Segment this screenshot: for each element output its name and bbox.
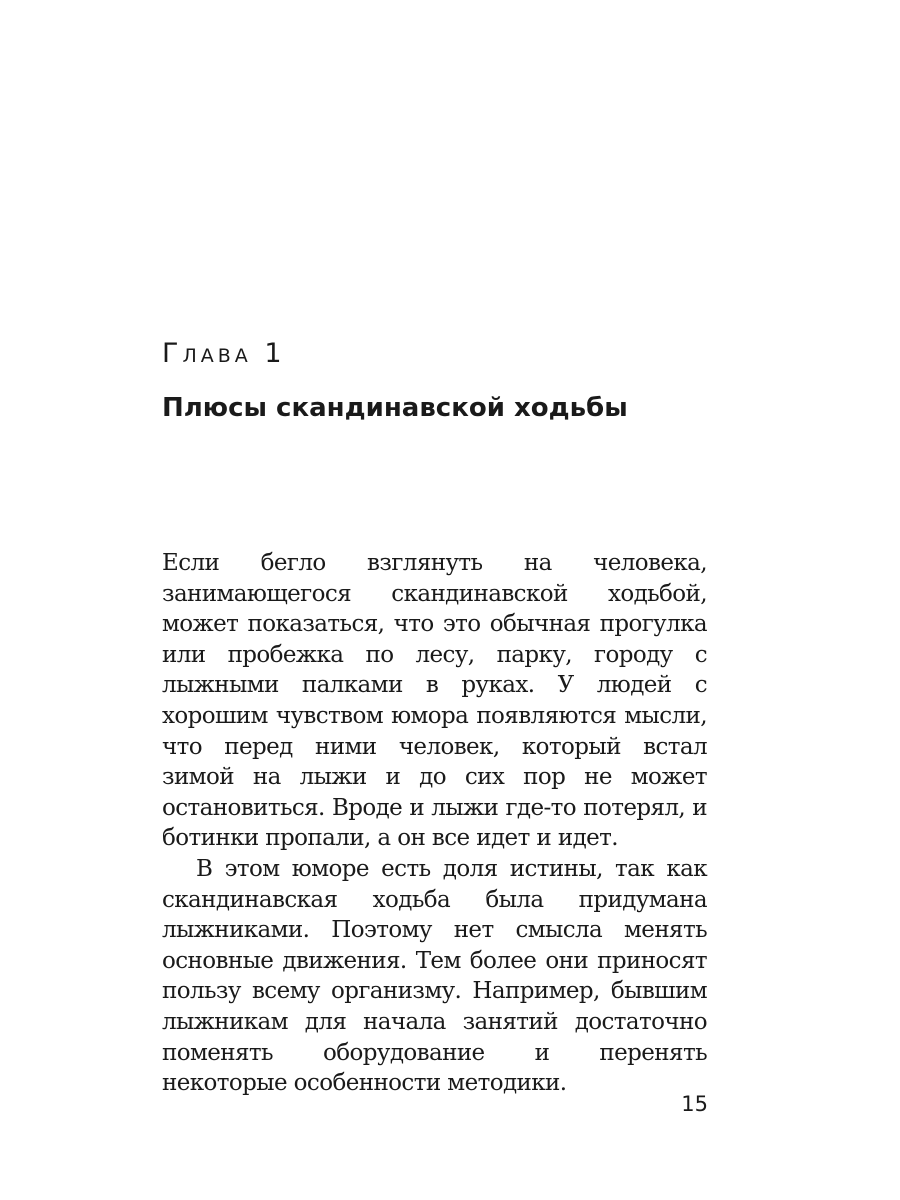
paragraph-1: Если бегло взглянуть на человека, занимающегося скандинавской ходьбой, может показаться, что это обычная прогулка или пробежка по лесу, парку, городу с лыжными палками в руках. У людей с хорошим чувством юмора появляются мысли, что перед ними человек, который встал зимой на лыжи и до сих пор не может остановиться. Вроде и лыжи где-то потерял, и ботинки пропали, а он все идет и идет. xyxy=(162,550,707,852)
chapter-label: Глава 1 xyxy=(162,338,286,369)
paragraph-2: В этом юморе есть доля истины, так как скандинавская ходьба была придумана лыжниками. Поэтому нет смысла менять основные движения. Тем более они приносят пользу всему организму. Например, бывшим лыжникам для начала занятий достаточно поменять оборудование и перенять некоторые особенности методики. xyxy=(162,855,707,1097)
body-text xyxy=(162,548,707,1099)
chapter-title: Плюсы скандинавской ходьбы xyxy=(162,393,628,423)
page-number: 15 xyxy=(681,1092,708,1116)
